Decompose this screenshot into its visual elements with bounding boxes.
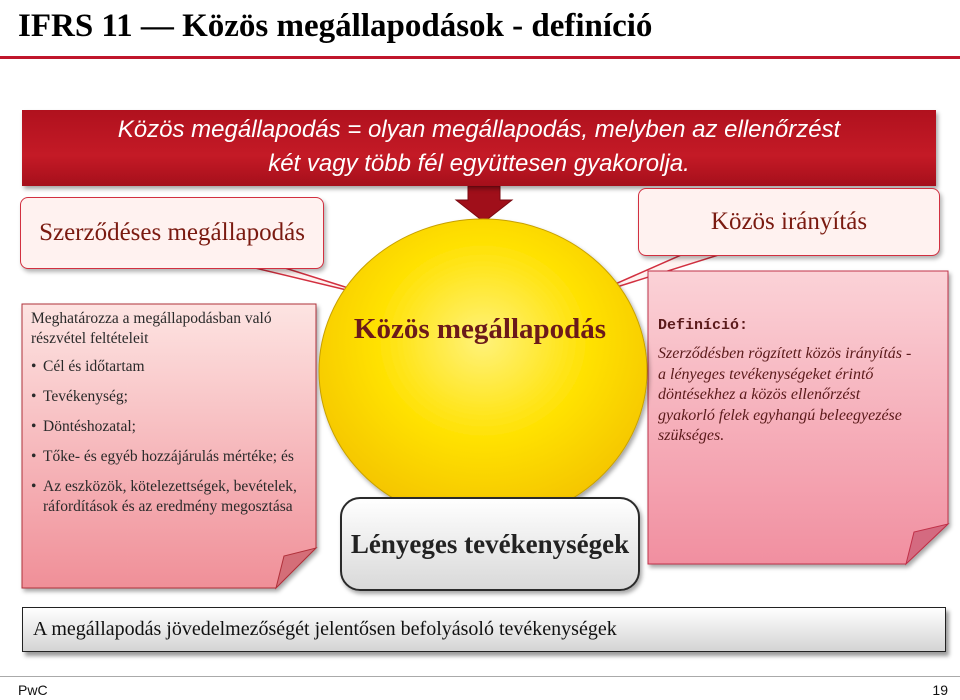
relevant-activities-box: Lényeges tevékenységek [340,497,640,591]
contractual-arrangement-callout: Szerződéses megállapodás [20,197,324,269]
left-note-bullet: • Tevékenység; [31,387,301,407]
left-note-intro: Meghatározza a megállapodásban való részvétel feltételeit [31,310,272,347]
central-ellipse-label: Közös megállapodás [353,313,607,345]
left-note-text [31,309,301,527]
right-note-heading: Definíció: [658,317,749,334]
central-ellipse [319,219,647,523]
slide-title: IFRS 11 — Közös megállapodások - definíció [18,8,653,44]
right-note-body: Szerződésben rögzített közös irányítás - a lényeges tevékenységeket érintő döntésekhez a közös ellenőrzést gyakorló felek egyhangú beleegyezése szükséges. [658,345,912,444]
left-note-bullet: • Tőke- és egyéb hozzájárulás mértéke; és [31,447,301,467]
joint-control-callout: Közös irányítás [638,188,940,256]
left-note-bullet: • Az eszközök, kötelezettségek, bevételek, ráfordítások és az eredmény megosztása [31,477,301,517]
page-number: 19 [932,682,948,698]
definition-text [22,113,936,181]
left-note-bullet: • Cél és időtartam [31,357,301,377]
definition-line-1: Közös megállapodás = olyan megállapodás, melyben az ellenőrzést [117,116,841,143]
bottom-activities-bar: A megállapodás jövedelmezőségét jelentősen befolyásoló tevékenységek [22,607,946,652]
footer-divider [0,676,960,677]
left-note-bullet: • Döntéshozatal; [31,417,301,437]
down-arrow-icon [456,186,512,222]
footer-brand: PwC [18,682,48,698]
definition-line-2: két vagy több fél együttesen gyakorolja. [268,150,690,177]
right-note-text [658,317,920,447]
